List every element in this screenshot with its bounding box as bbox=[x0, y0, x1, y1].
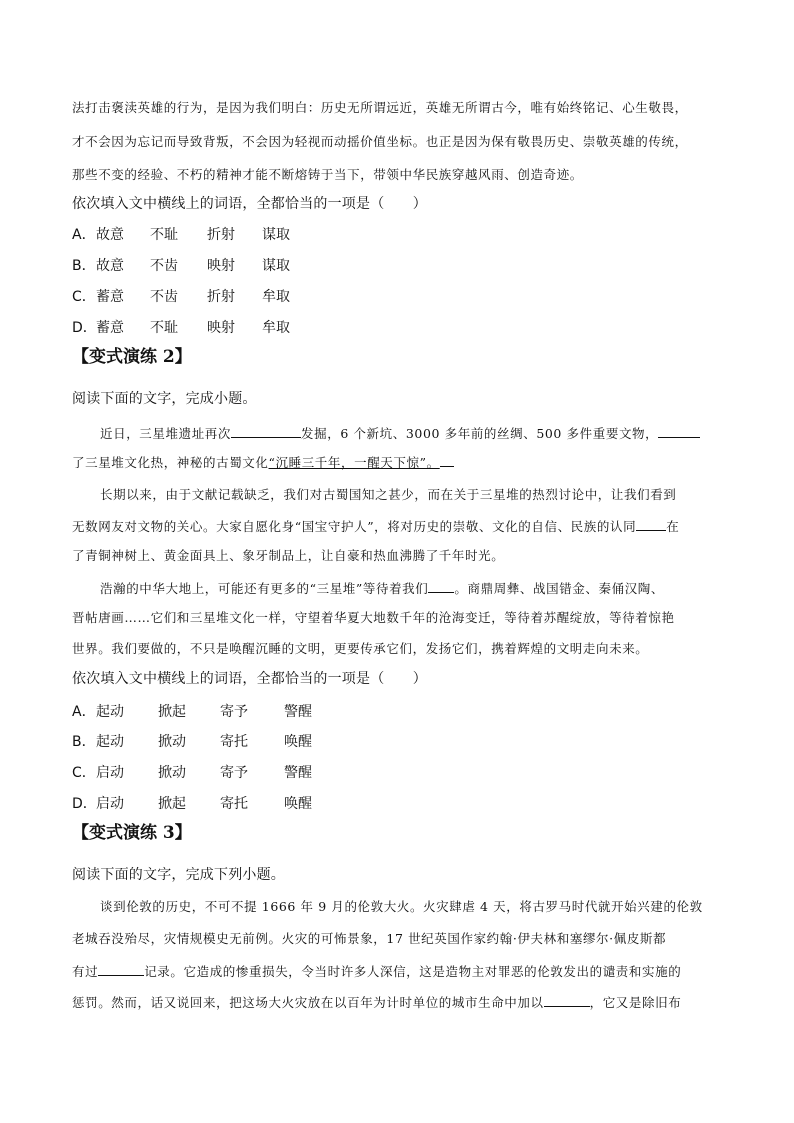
option-word: 掀动 bbox=[158, 765, 186, 781]
option-word: 不齿 bbox=[150, 258, 178, 274]
q2-passage-line: 晋帖唐画……它们和三星堆文化一样，守望着华夏大地数千年的沧海变迁，等待着苏醒绽放，等待着惊艳 bbox=[72, 610, 675, 625]
q3-passage-line: 老城吞没殆尽，灾情规模史无前例。火灾的可怖景象，17 世纪英国作家约翰·伊夫林和塞缪尔·佩皮斯都 bbox=[72, 931, 667, 946]
q1-passage-line: 才不会因为忘记而导致背叛，不会因为轻视而动摇价值坐标。也正是因为保有敬畏历史、崇敬英雄的传统， bbox=[72, 134, 688, 149]
q2-text: 在 bbox=[666, 519, 680, 534]
option-word: 不齿 bbox=[150, 289, 178, 305]
answer-blank bbox=[544, 992, 590, 1007]
option-letter: A． bbox=[72, 704, 96, 720]
option-letter: C． bbox=[72, 765, 96, 781]
q2-text: 发掘，6 个新坑、3000 多年前的丝绸、500 多件重要文物， bbox=[301, 426, 659, 441]
option-word: 蓄意 bbox=[96, 289, 124, 305]
option-word: 寄予 bbox=[220, 704, 248, 720]
q2-instruction: 阅读下面的文字，完成小题。 bbox=[72, 391, 257, 407]
q2-passage-line bbox=[72, 452, 732, 472]
option-word: 映射 bbox=[207, 320, 235, 336]
answer-blank bbox=[636, 516, 666, 531]
option-word: 唤醒 bbox=[284, 734, 312, 750]
q2-passage-line: 世界。我们要做的，不只是唤醒沉睡的文明，更要传承它们，发扬它们，携着辉煌的文明走向未来。 bbox=[72, 641, 649, 656]
option-word: 折射 bbox=[207, 227, 235, 243]
q3-text: ，它又是除旧布 bbox=[589, 995, 682, 1010]
q2-passage-line: 长期以来，由于文献记载缺乏，我们对古蜀国知之甚少，而在关于三星堆的热烈讨论中，让我们看到 bbox=[100, 487, 677, 502]
option-word: 寄托 bbox=[220, 734, 248, 750]
q2-heading: 【变式演练 2】 bbox=[72, 347, 192, 367]
option-word: 映射 bbox=[207, 258, 235, 274]
q2-passage-line: 了青铜神树上、黄金面具上、象牙制品上，让自豪和热血沸腾了千年时光。 bbox=[72, 548, 505, 563]
option-word: 牟取 bbox=[262, 289, 290, 305]
option-word: 故意 bbox=[96, 227, 124, 243]
q3-text: 惩罚。然而，话又说回来，把这场大火灾放在以百年为计时单位的城市生命中加以 bbox=[72, 995, 544, 1010]
option-word: 警醒 bbox=[284, 765, 312, 781]
option-word: 寄予 bbox=[220, 765, 248, 781]
option-word: 起动 bbox=[96, 734, 124, 750]
q2-text: 浩瀚的中华大地上，可能还有更多的“三星堆”等待着我们 bbox=[100, 581, 429, 596]
option-letter: B． bbox=[72, 258, 96, 274]
option-word: 起动 bbox=[96, 704, 124, 720]
option-word: 谋取 bbox=[262, 258, 290, 274]
q1-prompt: 依次填入文中横线上的词语，全都恰当的一项是（ ） bbox=[72, 196, 427, 212]
q3-heading: 【变式演练 3】 bbox=[72, 823, 192, 843]
q2-text: 。商鼎周彝、战国错金、秦俑汉陶、 bbox=[454, 581, 664, 596]
option-word: 牟取 bbox=[262, 320, 290, 336]
answer-blank bbox=[428, 578, 454, 593]
option-letter: B． bbox=[72, 734, 96, 750]
option-word: 唤醒 bbox=[284, 796, 312, 812]
option-word: 启动 bbox=[96, 765, 124, 781]
option-word: 掀动 bbox=[158, 734, 186, 750]
q3-passage-line bbox=[72, 992, 732, 1012]
answer-blank bbox=[658, 423, 700, 438]
option-word: 掀起 bbox=[158, 796, 186, 812]
q2-passage-line bbox=[100, 423, 732, 443]
q2-passage-line bbox=[100, 578, 732, 598]
option-word: 掀起 bbox=[158, 704, 186, 720]
option-letter: C． bbox=[72, 289, 96, 305]
q3-passage-line bbox=[72, 961, 732, 981]
option-word: 谋取 bbox=[262, 227, 290, 243]
q2-underlined-quote: “沉睡三千年，一醒天下惊”。 bbox=[268, 455, 440, 470]
q3-instruction: 阅读下面的文字，完成下列小题。 bbox=[72, 867, 285, 883]
option-letter: D． bbox=[72, 320, 97, 336]
q3-text: 记录。它造成的惨重损失，令当时许多人深信，这是造物主对罪恶的伦敦发出的谴责和实施的 bbox=[144, 964, 682, 979]
option-word: 警醒 bbox=[284, 704, 312, 720]
q3-passage-line: 谈到伦敦的历史，不可不提 1666 年 9 月的伦敦大火。火灾肆虐 4 天，将古罗马时代就开始兴建的伦敦 bbox=[100, 899, 703, 914]
q2-text: 了三星堆文化热，神秘的古蜀文化 bbox=[72, 455, 269, 470]
q2-passage-line bbox=[72, 516, 732, 536]
q2-text: 无数网友对文物的关心。大家自愿化身“国宝守护人”，将对历史的崇敬、文化的自信、民族的认同 bbox=[72, 519, 637, 534]
q2-prompt: 依次填入文中横线上的词语，全都恰当的一项是（ ） bbox=[72, 671, 427, 687]
option-word: 故意 bbox=[96, 258, 124, 274]
q2-text: 近日，三星堆遗址再次 bbox=[100, 426, 232, 441]
option-letter: D． bbox=[72, 796, 97, 812]
q3-text: 有过 bbox=[72, 964, 99, 979]
q1-passage-line: 那些不变的经验、不朽的精神才能不断熔铸于当下，带领中华民族穿越风雨、创造奇迹。 bbox=[72, 167, 583, 182]
option-word: 启动 bbox=[96, 796, 124, 812]
option-word: 折射 bbox=[207, 289, 235, 305]
option-word: 寄托 bbox=[220, 796, 248, 812]
answer-blank bbox=[440, 452, 454, 467]
option-word: 蓄意 bbox=[96, 320, 124, 336]
option-word: 不耻 bbox=[150, 227, 178, 243]
answer-blank bbox=[231, 423, 301, 438]
q1-passage-line: 法打击褒渎英雄的行为，是因为我们明白：历史无所谓远近，英雄无所谓古今，唯有始终铭记、心生敬畏， bbox=[72, 100, 688, 115]
option-word: 不耻 bbox=[150, 320, 178, 336]
option-letter: A． bbox=[72, 227, 96, 243]
answer-blank bbox=[98, 961, 144, 976]
